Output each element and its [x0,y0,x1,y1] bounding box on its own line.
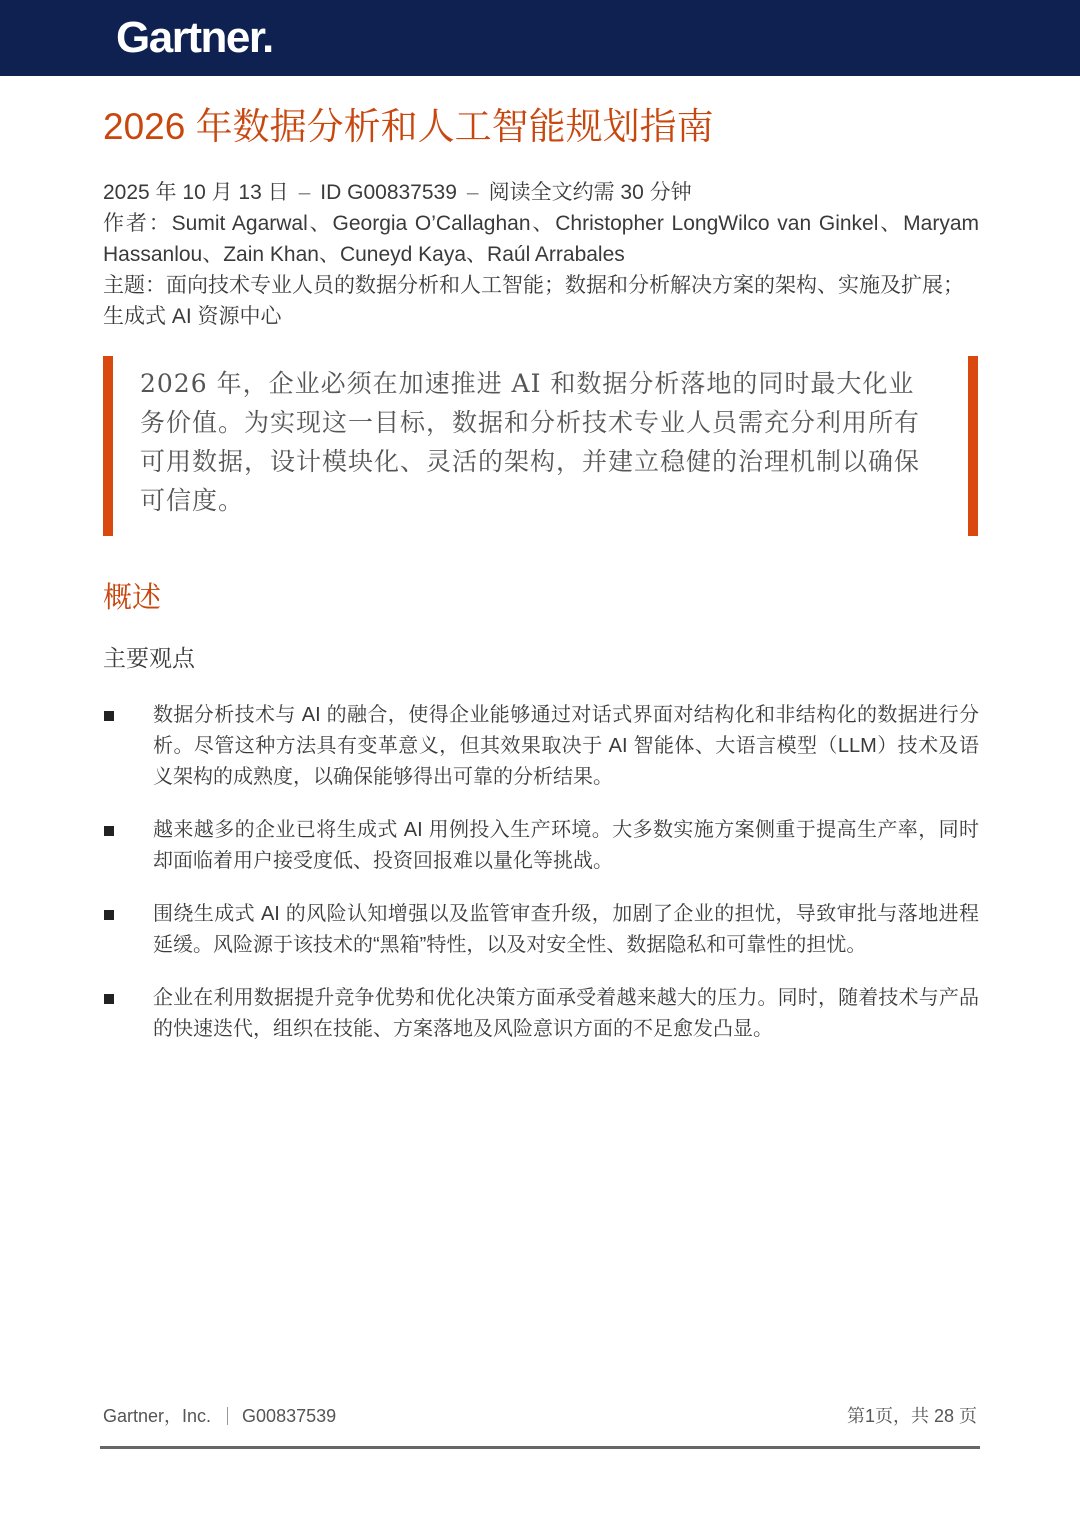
list-item [103,899,979,961]
document-meta-line [103,177,979,208]
key-points-list [103,700,979,1067]
list-item-text: 企业在利用数据提升竞争优势和优化决策方面承受着越来越大的压力。同时，随着技术与产品的快速迭代，组织在技能、方案落地及风险意识方面的不足愈发凸显。 [153,987,979,1040]
footer-page-info: 第1页，共 28 页 [846,1406,977,1426]
square-bullet-icon [104,826,114,836]
footer-left [103,1402,336,1430]
list-item-text: 数据分析技术与 AI 的融合，使得企业能够通过对话式界面对结构化和非结构化的数据进行分析。尽管这种方法具有变革意义，但其效果取决于 AI 智能体、大语言模型（LLM）技术及语义架构的成熟度，以确保能够得出可靠的分析结果。 [153,704,979,788]
header-bar [0,0,1080,76]
list-item [103,815,979,877]
list-item-text: 越来越多的企业已将生成式 AI 用例投入生产环境。大多数实施方案侧重于提高生产率，同时却面临着用户接受度低、投资回报难以量化等挑战。 [153,819,979,872]
section-title-overview: 概述 [103,582,162,614]
list-item [103,983,979,1045]
square-bullet-icon [104,711,114,721]
footer-divider [227,1407,228,1425]
square-bullet-icon [104,994,114,1004]
document-title: 2026 年数据分析和人工智能规划指南 [103,106,714,147]
callout-left-bar [103,356,113,536]
topics-line: 主题：面向技术专业人员的数据分析和人工智能；数据和分析解决方案的架构、实施及扩展；生成式 AI 资源中心 [103,274,964,328]
subsection-title-key-points: 主要观点 [103,646,195,672]
meta-separator: – [298,181,311,204]
footer-doc-id: G00837539 [242,1406,337,1426]
list-item [103,700,979,793]
meta-separator: – [466,181,479,204]
gartner-logo: Gartner. [116,13,273,62]
summary-callout [103,356,978,536]
footer-company: Gartner，Inc. [103,1406,212,1426]
authors-line: 作者：Sumit Agarwal、Georgia O’Callaghan、Christopher LongWilco van Ginkel、Maryam Hassanlou、Zain Khan、Cuneyd Kaya、Raúl Arrabales [103,212,979,266]
callout-right-bar [968,356,978,536]
square-bullet-icon [104,910,114,920]
publish-date: 2025 年 10 月 13 日 [103,181,289,204]
document-id: ID G00837539 [320,181,457,204]
callout-text: 2026 年，企业必须在加速推进 AI 和数据分析落地的同时最大化业务价值。为实现这一目标，数据和分析技术专业人员需充分利用所有可用数据，设计模块化、灵活的架构，并建立稳健的治理机制以确保可信度。 [140,369,921,515]
list-item-text: 围绕生成式 AI 的风险认知增强以及监管审查升级，加剧了企业的担忧，导致审批与落地进程延缓。风险源于该技术的“黑箱”特性，以及对安全性、数据隐私和可靠性的担忧。 [153,903,979,956]
read-time: 阅读全文约需 30 分钟 [488,181,692,204]
footer-rule [100,1446,980,1449]
